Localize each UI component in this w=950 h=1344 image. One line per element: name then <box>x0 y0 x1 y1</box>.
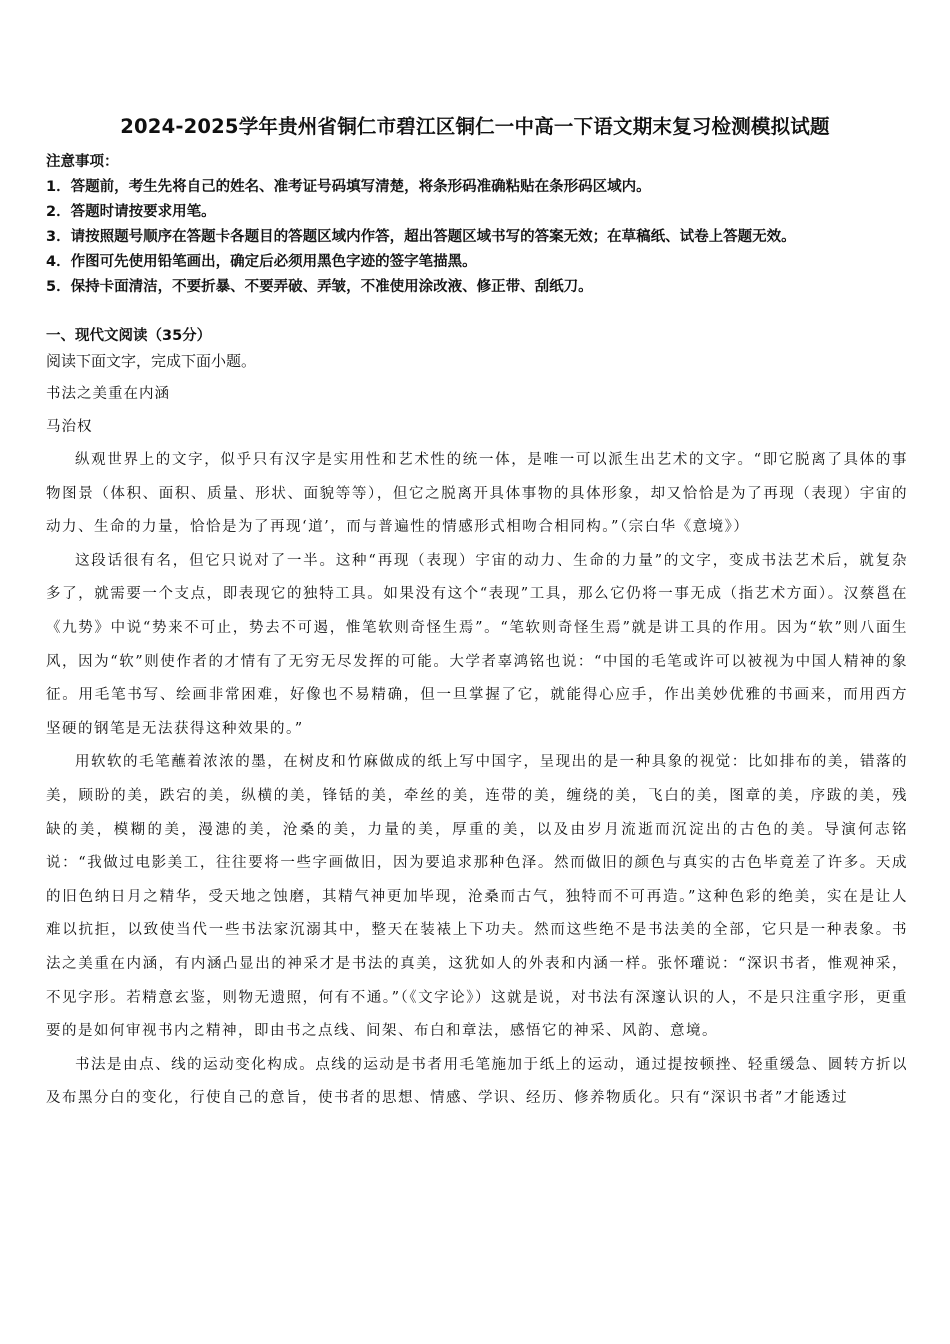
article-paragraph: 这段话很有名，但它只说对了一半。这种“再现（表现）宇宙的动力、生命的力量”的文字，变成书法艺术后，就复杂多了，就需要一个支点，即表现它的独特工具。如果没有这个“表现”工具，那么它仍将一事无成（指艺术方面）。汉蔡邕在《九势》中说“势来不可止，势去不可遏，惟笔软则奇怪生焉”。“笔软则奇怪生焉”就是讲工具的作用。因为“软”则八面生风，因为“软”则使作者的才情有了无穷无尽发挥的可能。大学者辜鸿铭也说：“中国的毛笔或许可以被视为中国人精神的象征。用毛笔书写、绘画非常困难，好像也不易精确，但一旦掌握了它，就能得心应手，作出美妙优雅的书画来，而用西方坚硬的钢笔是无法获得这种效果的。” <box>46 552 908 737</box>
notice-item: 3．请按照题号顺序在答题卡各题目的答题区域内作答，超出答题区域书写的答案无效；在草稿纸、试卷上答题无效。 <box>46 229 796 245</box>
document-title: 2024-2025学年贵州省铜仁市碧江区铜仁一中高一下语文期末复习检测模拟试题 <box>120 115 830 138</box>
article-title: 书法之美重在内涵 <box>46 386 170 402</box>
notice-item: 1．答题前，考生先将自己的姓名、准考证号码填写清楚，将条形码准确粘贴在条形码区域内。 <box>46 179 651 195</box>
notice-item: 4．作图可先使用铅笔画出，确定后必须用黑色字迹的签字笔描黑。 <box>46 254 477 270</box>
article-paragraph: 书法是由点、线的运动变化构成。点线的运动是书者用毛笔施加于纸上的运动，通过提按顿挫、轻重缓急、圆转方折以及布黑分白的变化，行使自己的意旨，使书者的思想、情感、学识、经历、修养物质化。只有“深识书者”才能透过 <box>46 1056 908 1107</box>
article-paragraph: 用软软的毛笔蘸着浓浓的墨，在树皮和竹麻做成的纸上写中国字，呈现出的是一种具象的视觉：比如排布的美，错落的美，顾盼的美，跌宕的美，纵横的美，锋铦的美，牵丝的美，连带的美，缠绕的美，飞白的美，图章的美，序跋的美，残缺的美，模糊的美，漫漶的美，沧桑的美，力量的美，厚重的美，以及由岁月流逝而沉淀出的古色的美。导演何志铭说：“我做过电影美工，往往要将一些字画做旧，因为要追求那种色泽。然而做旧的颜色与真实的古色毕竟差了许多。天成的旧色纳日月之精华，受天地之蚀磨，其精气神更加毕现，沧桑而古气，独特而不可再造。”这种色彩的绝美，实在是让人难以抗拒，以致使当代一些书法家沉溺其中，整天在装裱上下功夫。然而这些绝不是书法美的全部，它只是一种表象。书法之美重在内涵，有内涵凸显出的神采才是书法的真美，这犹如人的外表和内涵一样。张怀瓘说：“深识书者，惟观神采，不见字形。若精意玄鉴，则物无遗照，何有不通。”（《文字论》）这就是说，对书法有深邃认识的人，不是只注重字形，更重要的是如何审视书内之精神，即由书之点线、间架、布白和章法，感悟它的神采、风韵、意境。 <box>46 754 908 1040</box>
article-paragraph: 纵观世界上的文字，似乎只有汉字是实用性和艺术性的统一体，是唯一可以派生出艺术的文字。“即它脱离了具体的事物图景（体积、面积、质量、形状、面貌等等），但它之脱离开具体事物的具体形象，却又恰恰是为了再现（表现）宇宙的动力、生命的力量，恰恰是为了再现‘道’，而与普遍性的情感形式相吻合相同构。”（宗白华《意境》） <box>46 452 908 536</box>
section-instruction: 阅读下面文字，完成下面小题。 <box>46 352 257 370</box>
notice-heading: 注意事项： <box>46 154 119 170</box>
article-author: 马治权 <box>46 419 93 435</box>
notice-item: 2．答题时请按要求用笔。 <box>46 204 216 220</box>
section-heading: 一、现代文阅读（35分） <box>46 328 212 344</box>
notice-block <box>46 150 916 300</box>
article-body <box>46 444 908 1116</box>
notice-item: 5．保持卡面清洁，不要折暴、不要弄破、弄皱，不准使用涂改液、修正带、刮纸刀。 <box>46 279 593 295</box>
